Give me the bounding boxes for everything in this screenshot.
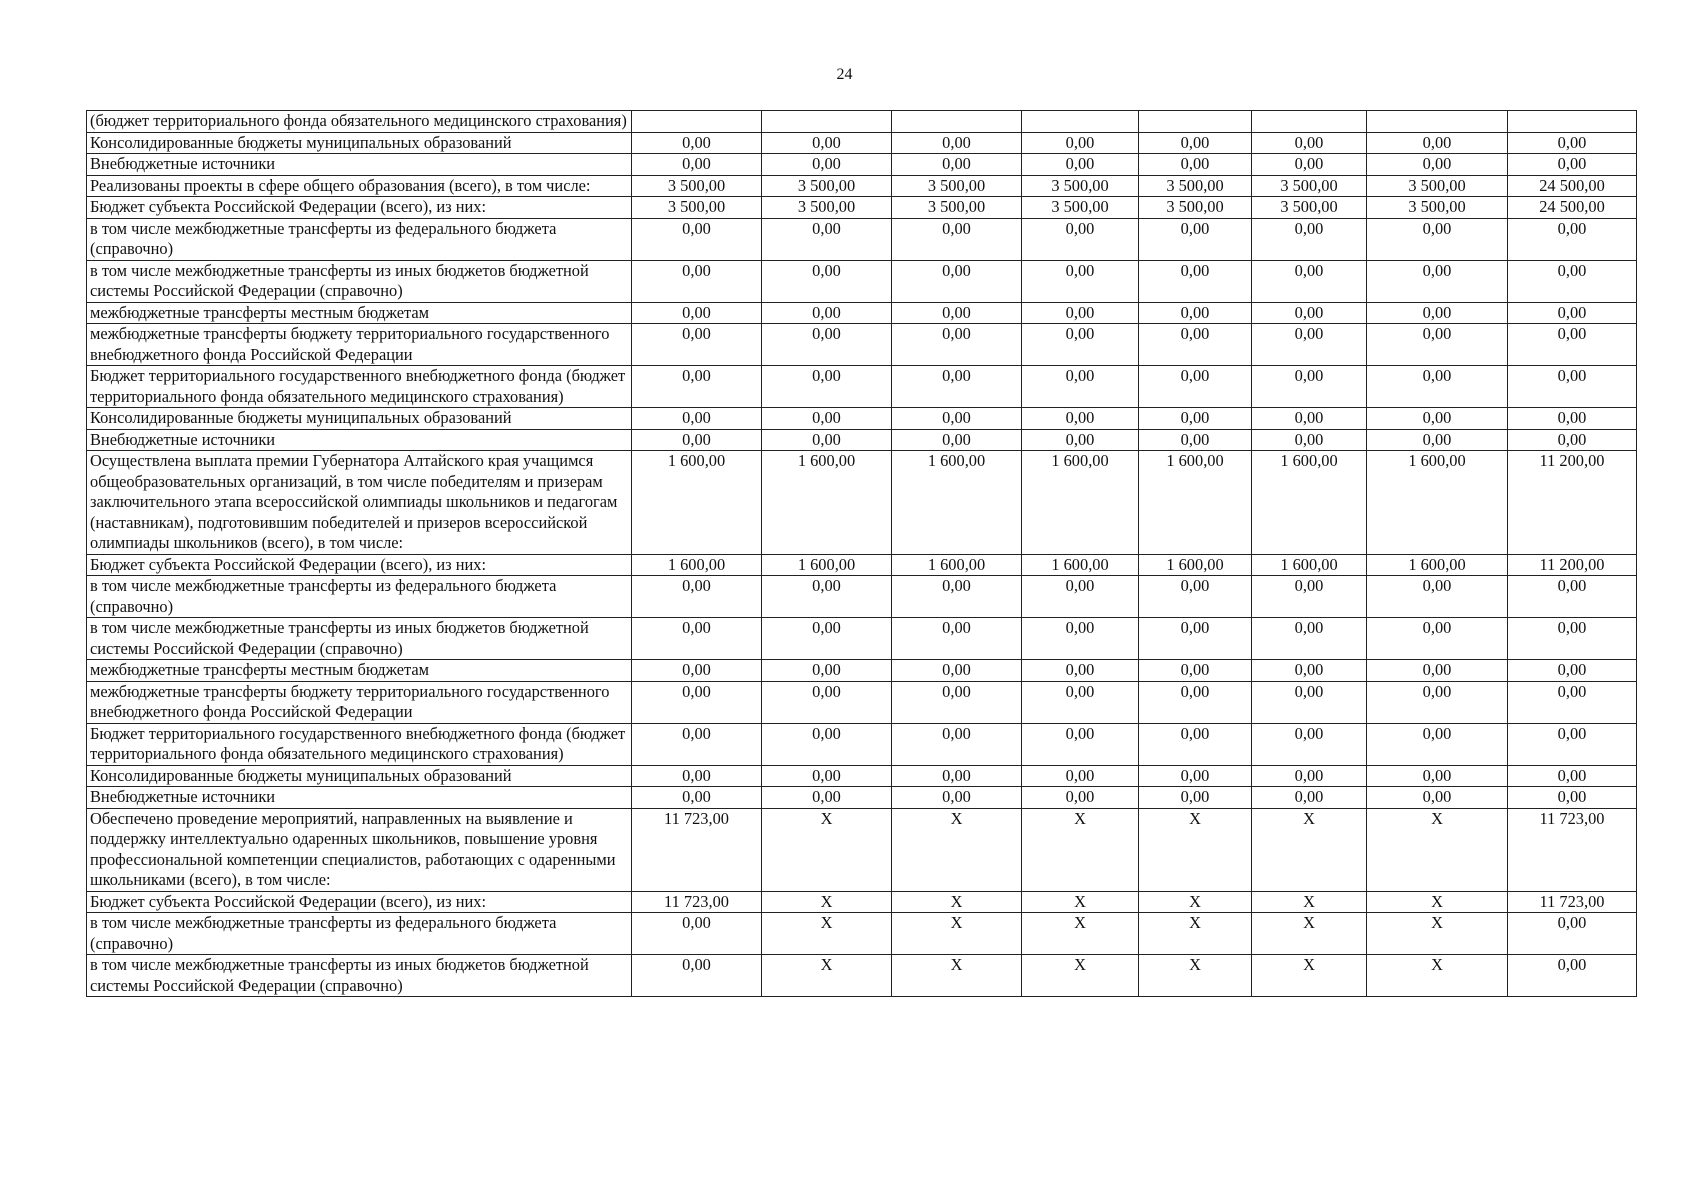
value-cell: 0,00 [1367,132,1508,154]
value-cell: 0,00 [632,618,762,660]
value-cell: 0,00 [1022,366,1139,408]
value-cell: 0,00 [1139,576,1252,618]
table-row [87,723,1637,765]
value-cell: 3 500,00 [892,175,1022,197]
value-cell: 0,00 [1508,260,1637,302]
value-cell: X [1367,913,1508,955]
value-cell: 0,00 [892,576,1022,618]
value-cell: 0,00 [1367,787,1508,809]
value-cell: X [1022,891,1139,913]
value-cell: 0,00 [1022,154,1139,176]
value-cell: X [762,891,892,913]
value-cell: 0,00 [1022,302,1139,324]
value-cell: 0,00 [1508,787,1637,809]
value-cell: 0,00 [762,723,892,765]
value-cell: 0,00 [762,154,892,176]
value-cell: 3 500,00 [1139,197,1252,219]
table-row [87,618,1637,660]
value-cell: 0,00 [1508,618,1637,660]
value-cell: 0,00 [1139,218,1252,260]
value-cell: 0,00 [1022,218,1139,260]
value-cell: 0,00 [1508,218,1637,260]
value-cell: X [1252,808,1367,891]
value-cell: 3 500,00 [762,197,892,219]
value-cell: 0,00 [632,429,762,451]
value-cell: 0,00 [1139,366,1252,408]
table-row [87,366,1637,408]
table-row [87,955,1637,997]
table-body [87,111,1637,997]
value-cell: 3 500,00 [1367,175,1508,197]
value-cell [1139,111,1252,133]
value-cell: 0,00 [892,154,1022,176]
value-cell: 11 200,00 [1508,554,1637,576]
value-cell: X [1252,891,1367,913]
value-cell: 0,00 [1139,302,1252,324]
value-cell: 0,00 [892,408,1022,430]
value-cell: 1 600,00 [1022,451,1139,555]
value-cell: 0,00 [632,576,762,618]
row-label: в том числе межбюджетные трансферты из иных бюджетов бюджетной системы Российской Федерации (справочно) [87,260,632,302]
value-cell: 0,00 [1508,324,1637,366]
value-cell: 1 600,00 [1139,554,1252,576]
value-cell: 3 500,00 [1022,197,1139,219]
value-cell: 0,00 [1252,787,1367,809]
value-cell: 1 600,00 [1367,554,1508,576]
value-cell: 1 600,00 [1252,451,1367,555]
value-cell: X [892,913,1022,955]
table-row [87,891,1637,913]
value-cell: X [1367,891,1508,913]
row-label: Внебюджетные источники [87,787,632,809]
row-label: Бюджет субъекта Российской Федерации (всего), из них: [87,554,632,576]
value-cell: 1 600,00 [892,554,1022,576]
value-cell: 0,00 [1022,324,1139,366]
value-cell: 0,00 [892,660,1022,682]
value-cell: X [1252,955,1367,997]
value-cell: X [1367,955,1508,997]
value-cell: 0,00 [892,132,1022,154]
value-cell: 0,00 [1508,913,1637,955]
row-label: (бюджет территориального фонда обязательного медицинского страхования) [87,111,632,133]
value-cell: 0,00 [762,218,892,260]
value-cell: 0,00 [1367,618,1508,660]
value-cell: 1 600,00 [1252,554,1367,576]
value-cell: 3 500,00 [1022,175,1139,197]
row-label: Реализованы проекты в сфере общего образования (всего), в том числе: [87,175,632,197]
table-row [87,660,1637,682]
value-cell: 0,00 [1508,132,1637,154]
value-cell: 0,00 [1252,618,1367,660]
value-cell: X [1139,913,1252,955]
value-cell: X [762,913,892,955]
value-cell: 0,00 [762,429,892,451]
value-cell: 3 500,00 [1139,175,1252,197]
value-cell: 1 600,00 [632,554,762,576]
value-cell: 0,00 [762,576,892,618]
value-cell [892,111,1022,133]
value-cell: 1 600,00 [1139,451,1252,555]
value-cell: 3 500,00 [1252,197,1367,219]
value-cell: 0,00 [1252,408,1367,430]
row-label: в том числе межбюджетные трансферты из иных бюджетов бюджетной системы Российской Федерации (справочно) [87,955,632,997]
value-cell: 0,00 [1252,260,1367,302]
table-row [87,787,1637,809]
value-cell [1252,111,1367,133]
value-cell: 0,00 [762,302,892,324]
value-cell: 0,00 [1367,260,1508,302]
row-label: в том числе межбюджетные трансферты из федерального бюджета (справочно) [87,218,632,260]
value-cell: 0,00 [892,429,1022,451]
value-cell: 3 500,00 [1367,197,1508,219]
value-cell: 0,00 [632,681,762,723]
value-cell: 0,00 [892,723,1022,765]
value-cell: 0,00 [1367,324,1508,366]
value-cell: 0,00 [1508,660,1637,682]
table-row [87,429,1637,451]
value-cell: 0,00 [1022,723,1139,765]
value-cell: 0,00 [632,366,762,408]
row-label: межбюджетные трансферты местным бюджетам [87,660,632,682]
value-cell: 0,00 [1252,302,1367,324]
value-cell: 1 600,00 [762,451,892,555]
value-cell: 0,00 [1022,260,1139,302]
value-cell: 0,00 [1139,408,1252,430]
value-cell: 0,00 [762,681,892,723]
value-cell: 0,00 [892,218,1022,260]
value-cell: X [892,891,1022,913]
value-cell: 0,00 [1367,218,1508,260]
table-row [87,218,1637,260]
value-cell: 0,00 [1139,618,1252,660]
value-cell: X [762,808,892,891]
value-cell: 0,00 [1139,260,1252,302]
row-label: в том числе межбюджетные трансферты из федерального бюджета (справочно) [87,913,632,955]
row-label: Бюджет территориального государственного внебюджетного фонда (бюджет территориального фонда обязательного медицинского страхования) [87,723,632,765]
row-label: Бюджет территориального государственного внебюджетного фонда (бюджет территориального фонда обязательного медицинского страхования) [87,366,632,408]
value-cell: 0,00 [762,260,892,302]
row-label: Консолидированные бюджеты муниципальных образований [87,132,632,154]
value-cell: 0,00 [892,302,1022,324]
value-cell: 0,00 [632,132,762,154]
value-cell: 0,00 [1367,723,1508,765]
table-row [87,576,1637,618]
value-cell: 0,00 [1367,302,1508,324]
value-cell [1508,111,1637,133]
value-cell: 3 500,00 [1252,175,1367,197]
value-cell: 1 600,00 [632,451,762,555]
value-cell: 0,00 [1367,681,1508,723]
value-cell: 0,00 [762,618,892,660]
value-cell: 0,00 [1367,576,1508,618]
value-cell: 0,00 [1022,132,1139,154]
value-cell: 0,00 [1022,765,1139,787]
value-cell: 0,00 [1367,154,1508,176]
value-cell: 0,00 [892,681,1022,723]
table-row [87,132,1637,154]
value-cell: 0,00 [1139,132,1252,154]
value-cell: 0,00 [1508,681,1637,723]
value-cell: 0,00 [762,408,892,430]
value-cell: 0,00 [1252,681,1367,723]
value-cell: 0,00 [892,324,1022,366]
table-row [87,765,1637,787]
value-cell: 0,00 [1252,765,1367,787]
value-cell: 0,00 [762,324,892,366]
value-cell: 0,00 [632,765,762,787]
value-cell: 0,00 [1022,787,1139,809]
value-cell: X [892,808,1022,891]
value-cell: 0,00 [632,913,762,955]
value-cell: 0,00 [1252,723,1367,765]
value-cell: 0,00 [1139,723,1252,765]
table-row [87,175,1637,197]
value-cell: 0,00 [1367,765,1508,787]
value-cell: 11 723,00 [632,808,762,891]
value-cell: 0,00 [1252,132,1367,154]
value-cell: 0,00 [892,765,1022,787]
value-cell: 0,00 [762,366,892,408]
value-cell: 0,00 [1508,408,1637,430]
value-cell: 0,00 [632,302,762,324]
value-cell: 0,00 [762,765,892,787]
value-cell: 0,00 [1139,324,1252,366]
value-cell: 3 500,00 [762,175,892,197]
row-label: Консолидированные бюджеты муниципальных образований [87,408,632,430]
row-label: межбюджетные трансферты бюджету территориального государственного внебюджетного фонда Российской Федерации [87,324,632,366]
value-cell: 0,00 [1508,366,1637,408]
row-label: Бюджет субъекта Российской Федерации (всего), из них: [87,891,632,913]
value-cell: 0,00 [892,787,1022,809]
value-cell: 0,00 [1022,429,1139,451]
value-cell: 0,00 [1252,366,1367,408]
value-cell: 0,00 [632,218,762,260]
value-cell: 0,00 [632,260,762,302]
value-cell: X [1139,891,1252,913]
value-cell: 1 600,00 [1022,554,1139,576]
value-cell: 0,00 [1252,660,1367,682]
value-cell: 0,00 [1508,154,1637,176]
value-cell: 11 200,00 [1508,451,1637,555]
value-cell: 0,00 [1252,218,1367,260]
value-cell: 0,00 [1022,681,1139,723]
budget-table [86,110,1637,997]
row-label: Бюджет субъекта Российской Федерации (всего), из них: [87,197,632,219]
row-label: межбюджетные трансферты бюджету территориального государственного внебюджетного фонда Российской Федерации [87,681,632,723]
page-number: 24 [836,66,853,83]
value-cell: 0,00 [892,260,1022,302]
value-cell: 0,00 [632,787,762,809]
value-cell: X [1367,808,1508,891]
value-cell: 0,00 [632,955,762,997]
table-row [87,808,1637,891]
row-label: в том числе межбюджетные трансферты из иных бюджетов бюджетной системы Российской Федерации (справочно) [87,618,632,660]
table-row [87,154,1637,176]
value-cell [1022,111,1139,133]
value-cell: 0,00 [1022,576,1139,618]
value-cell: 0,00 [1139,681,1252,723]
value-cell: X [1022,808,1139,891]
value-cell: 11 723,00 [632,891,762,913]
value-cell: 0,00 [1139,660,1252,682]
value-cell: X [1139,808,1252,891]
value-cell: 0,00 [1252,154,1367,176]
value-cell: 0,00 [892,366,1022,408]
value-cell: 3 500,00 [632,197,762,219]
value-cell: 0,00 [1508,429,1637,451]
value-cell: 3 500,00 [632,175,762,197]
table-row [87,302,1637,324]
table-row [87,111,1637,133]
value-cell: 1 600,00 [892,451,1022,555]
table-row [87,324,1637,366]
value-cell: 0,00 [1367,660,1508,682]
row-label: Консолидированные бюджеты муниципальных образований [87,765,632,787]
value-cell: X [762,955,892,997]
table-row [87,554,1637,576]
row-label: Обеспечено проведение мероприятий, направленных на выявление и поддержку интеллектуально одаренных школьников, повышение уровня профессиональной компетенции специалистов, работающих с одаренными школьниками (всего), в том числе: [87,808,632,891]
value-cell: 0,00 [1367,429,1508,451]
value-cell: 0,00 [632,408,762,430]
value-cell: 0,00 [632,154,762,176]
table-row [87,260,1637,302]
value-cell: 0,00 [1508,765,1637,787]
row-label: Внебюджетные источники [87,154,632,176]
value-cell: 0,00 [892,618,1022,660]
value-cell: 0,00 [1508,576,1637,618]
value-cell: 0,00 [1022,618,1139,660]
row-label: в том числе межбюджетные трансферты из федерального бюджета (справочно) [87,576,632,618]
table-row [87,681,1637,723]
table-row [87,197,1637,219]
value-cell: 0,00 [762,132,892,154]
value-cell: 0,00 [1022,660,1139,682]
value-cell: X [1022,913,1139,955]
value-cell: 3 500,00 [892,197,1022,219]
value-cell: 0,00 [1508,723,1637,765]
value-cell: 0,00 [1367,366,1508,408]
value-cell: 0,00 [632,660,762,682]
row-label: Осуществлена выплата премии Губернатора Алтайского края учащимся общеобразовательных организаций, в том числе победителям и призерам заключительного этапа всероссийской олимпиады школьников и педагогам (наставникам), подготовившим победителей и призеров всероссийской олимпиады школьников (всего), в том числе: [87,451,632,555]
value-cell: 0,00 [1508,955,1637,997]
value-cell: 0,00 [1139,429,1252,451]
row-label: межбюджетные трансферты местным бюджетам [87,302,632,324]
value-cell: X [1139,955,1252,997]
value-cell: 11 723,00 [1508,808,1637,891]
value-cell: 1 600,00 [762,554,892,576]
row-label: Внебюджетные источники [87,429,632,451]
value-cell: 0,00 [1139,765,1252,787]
value-cell [762,111,892,133]
table-row [87,913,1637,955]
value-cell [1367,111,1508,133]
value-cell: X [1252,913,1367,955]
table-row [87,408,1637,430]
value-cell: 11 723,00 [1508,891,1637,913]
value-cell: 0,00 [632,723,762,765]
table-row [87,451,1637,555]
value-cell: 0,00 [1252,576,1367,618]
value-cell: 1 600,00 [1367,451,1508,555]
value-cell: 0,00 [1022,408,1139,430]
value-cell: X [892,955,1022,997]
value-cell: 0,00 [1139,787,1252,809]
value-cell: 0,00 [1367,408,1508,430]
value-cell: 0,00 [762,660,892,682]
value-cell: 0,00 [762,787,892,809]
value-cell: 24 500,00 [1508,175,1637,197]
value-cell: 0,00 [1139,154,1252,176]
value-cell: X [1022,955,1139,997]
value-cell: 0,00 [1508,302,1637,324]
value-cell [632,111,762,133]
value-cell: 0,00 [1252,429,1367,451]
value-cell: 0,00 [1252,324,1367,366]
value-cell: 24 500,00 [1508,197,1637,219]
value-cell: 0,00 [632,324,762,366]
